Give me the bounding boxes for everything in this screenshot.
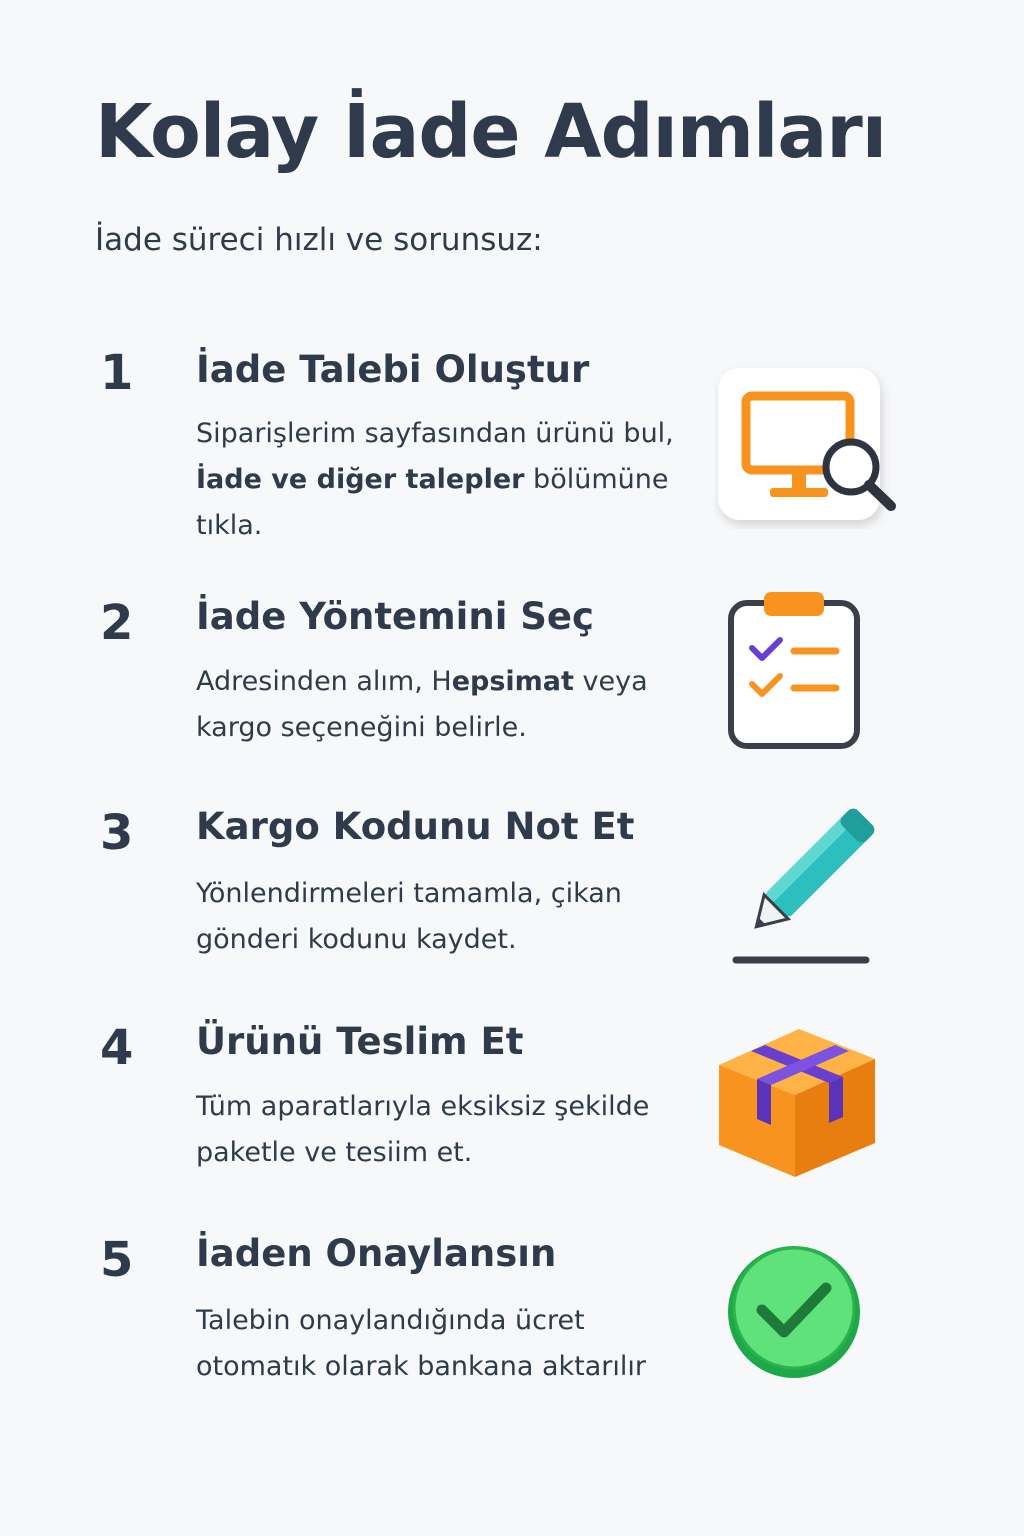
clipboard-checklist-icon: [724, 588, 869, 753]
step-number: 1: [100, 345, 134, 401]
step-number: 2: [100, 595, 134, 651]
step-number: 3: [100, 805, 134, 861]
step-title: İade Talebi Oluştur: [196, 348, 590, 391]
step-number: 5: [100, 1232, 134, 1288]
step-title: İaden Onaylansın: [196, 1232, 557, 1275]
page-subtitle: İade süreci hızlı ve sorunsuz:: [95, 222, 543, 258]
step-title: İade Yöntemini Seç: [196, 595, 594, 638]
step-description: Talebin onaylandığında ücret otomatık olarak bankana aktarılır: [196, 1305, 646, 1382]
step-title: Kargo Kodunu Not Et: [196, 805, 635, 848]
package-box-icon: [715, 1025, 880, 1181]
pencil-icon: [728, 800, 878, 972]
step-description: Yönlendirmeleri tamamla, çikan gönderi kodunu kaydet.: [196, 878, 622, 955]
step-description: Siparişlerim sayfasından ürünü bul, İade ve diğer talepler bölümüne tıkla.: [196, 418, 674, 541]
step-number: 4: [100, 1020, 134, 1076]
check-circle-icon: [724, 1242, 868, 1386]
monitor-search-icon: [714, 364, 904, 529]
step-description: Adresinden alım, Hepsimat veya kargo seçeneğini belirle.: [196, 666, 648, 743]
page-title: Kolay İade Adımları: [95, 89, 887, 175]
step-description: Tüm aparatlarıyla eksiksiz şekilde paketle ve tesiim et.: [196, 1091, 650, 1168]
step-title: Ürünü Teslim Et: [196, 1020, 524, 1063]
